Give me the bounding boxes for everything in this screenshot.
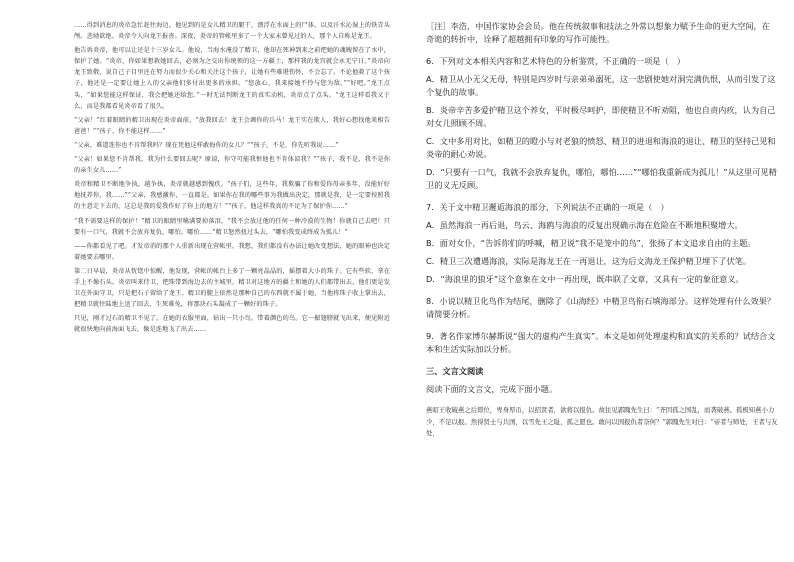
question-6-stem: 6．下列对文本相关内容和艺术特色的分析鉴赏，不正确的一项是（ ）	[426, 56, 686, 66]
story-paragraph-6: 炎帝和精卫不断地争执，越争执，炎帝就越感到愧疚。“孩子们，这些年，我欺骗了你和爱你母亲多年，没能好好地抚养你，我……”“父亲，我感激你，一直都是。如果你在我的哪些事为我做出决定，那就是我，是一定要按照我的主意走下去的，这总是我的爱我作好了你上的地方！”“孩子，他这样我真的不足为了保护你……”	[74, 181, 390, 211]
question-9: 9．著名作家博尔赫斯说“强大的虚构产生真实”。本文是如何处理虚构和真实的关系的？试结合文本和生活实际加以分析。	[426, 331, 776, 354]
story-paragraph-9: 第二日早晨，炎帝从恍惚中惊醒，他发现，营帐的帐台上多了一颗亮晶晶的，摇摆着大小的珠子。它有些软，拿在手上不像石头。炎帝叫来侍卫，把珠带到海边去的主城里，精卫对这地方的疆土和她的人们都带出去，他们更是发卫在外面守卫，只是把石子留给了龙王。精卫的腿上依然是那种自己的东西就不属于她，当他将珠子收上掌出去，把精卫就往陆地上送了回去，生死难免，将那块石头凝成了一颗好的珠子。	[74, 267, 390, 309]
author-note: ［注］李浩，中国作家协会会员。他在传统叙事和技法之外常以想象力赋予生命的更大空间，在奇诡的转折中，诠释了超越拥有印象的写作可能性。	[426, 21, 770, 44]
classical-passage: 燕昭王收破燕之后即位，卑身厚币，以招贤者，欲将以报仇。故往见郭隗先生曰：“齐因孤之国乱，而袭破燕。孤极知燕小力少，不足以报。然得贤士与共国，以雪先王之耻，孤之愿也。敢问以国报仇者奈何？”郭隗先生对曰：“帝者与师处，王者与友处，	[426, 406, 778, 437]
question-6-option-b: B．炎帝辛苦多爱护精卫这个养女，平时极尽呵护，即使精卫不听劝阻，他也自责内疚，认为自己对女儿照顾不周。	[426, 105, 776, 128]
right-column	[426, 20, 778, 440]
story-paragraph-7: “我不需要这样的保护！”精卫的眼睛里噙满要掉落泪，“我不会放过他的任何一种冷漠的生物！你就自己去吧！只要有一口气，我就不会放弃复仇，哪怕，哪怕……”精卫怒然扭过头去，“哪怕我变成终成为孤儿！”	[74, 217, 390, 236]
question-7-stem: 7．关于文中精卫邂逅海浪的部分，下列说法不正确的一项是（ ）	[426, 202, 669, 212]
question-7-option-b: B．面对女仆，“告诉你们的呼喊，精卫说“我不是笼中的鸟”，张扬了本文追求自由的主题。	[426, 238, 756, 248]
section-3-intro: 阅读下面的文言文，完成下面小题。	[426, 384, 558, 394]
question-8: 8．小说以精卫化鸟作为结尾，删除了《山海经》中精卫鸟衔石填海部分。这样处理有什么效果？请简要分析。	[426, 296, 776, 319]
question-7-option-c: C．精卫三次遭遇海浪，实际是海龙王在一再退让，这为后文海龙王保护精卫埋下了伏笔。	[426, 256, 752, 266]
story-paragraph-2: 他告诉炎帝，他可以让还是十三岁女儿。他说，当海水淹没了精卫，他却在死神到来之前把她的魂魄留在了水中，保护了她。“炎帝，你如果想救她回去，必须为之交出你统领的这一方疆土，那样我的龙宫就会永无宁日。”炎帝向龙王致敬，说自己子目里还在努力而很少关心和关注这个孩子，让她有些难堪伤怀，不会忘了。不论他救了这个孩子，他还是一定要让她上人的父亲他们多付出更多的承担。“您放心，我来接她不怜与您为敌。”“好吧。”龙王点头，“如果您能这样保证，我会把她还给您。”一时无法判断龙王的真实动机，炎帝点了点头。“龙王这样看我又于么，而是我都看见炎帝看了很久。	[74, 47, 390, 110]
story-paragraph-1: ……得到消息的炎帝急忙赶往海边。他见到的是女儿精卫的躯干，漂浮在水面上的尸体，以及汗水沁湿上的铁青头颅。悲恸欲绝。炎帝令人向龙王报丧。深夜，炎帝的管帐里多了一个大家未曾见过的人，那个人自称是龙王。	[74, 22, 390, 41]
story-paragraph-8: ——你都看见了吧。才发帝消的那个人重新出现在营帐里。我想，我们都没有办法让她改变想法，她的眼神也决定着她要去哪里。	[74, 242, 390, 261]
question-6-option-d: D．“只要有一口气，我就不会放弃复仇，哪怕，哪怕……”“哪怕我重新成为孤儿！”从这里可见精卫的义无反顾。	[426, 167, 777, 190]
left-column	[74, 20, 390, 338]
story-paragraph-5: “父亲！如果您不肯帮我，我为什么要回去呢？原谅，你守可能我恨他也不肯体谅我？”“孩子，我不是，我不是你的亲生女儿……”	[74, 156, 390, 175]
section-3-title: 三、文言文阅读	[426, 366, 484, 376]
question-7-option-a: A．虽然海浪一再后退，鸟云、海鸥与海浪的反复出现确示海在危险在不断地积聚增大。	[426, 220, 743, 230]
question-6-option-c: C．文中多用对比，如精卫的瞪小与对老狼的愤怒、精卫的进退和海浪的退让、精卫的坚持己见和炎帝的耐心劝说。	[426, 136, 776, 159]
story-paragraph-10: 只见，刚才过石的精卫不见了。在她的衣服里面，钻出一只小鸟，带着颜色的鸟。它一振翅膀就飞出来，便见附近就很快地向前海面飞去，像是连地飞了出去……	[74, 315, 390, 334]
story-paragraph-3: “父亲！”红着眼睛的精卫出现在炎帝面前，“放我回去！龙王会调你的兵马！龙王实在欺人，我好心想找他来相告爸爸！”“孩子，你不能这样……”	[74, 116, 390, 135]
story-paragraph-4: “父亲，难道连你也不肯帮我吗？现在凭他这样敢侮你的女儿？”“孩子，不是，你先听我说……”	[74, 141, 339, 149]
question-6-option-a: A．精卫从小无父无母，特别是四岁时与亲弟弟溺死，这一悲剧使她对洞完满仇恨，从而引发了这个复仇的故事。	[426, 74, 776, 97]
question-7-option-d: D．“海浪里的狼牙”这个意象在文中一再出现，既串联了文章，又具有一定的象征意义。	[426, 274, 744, 284]
